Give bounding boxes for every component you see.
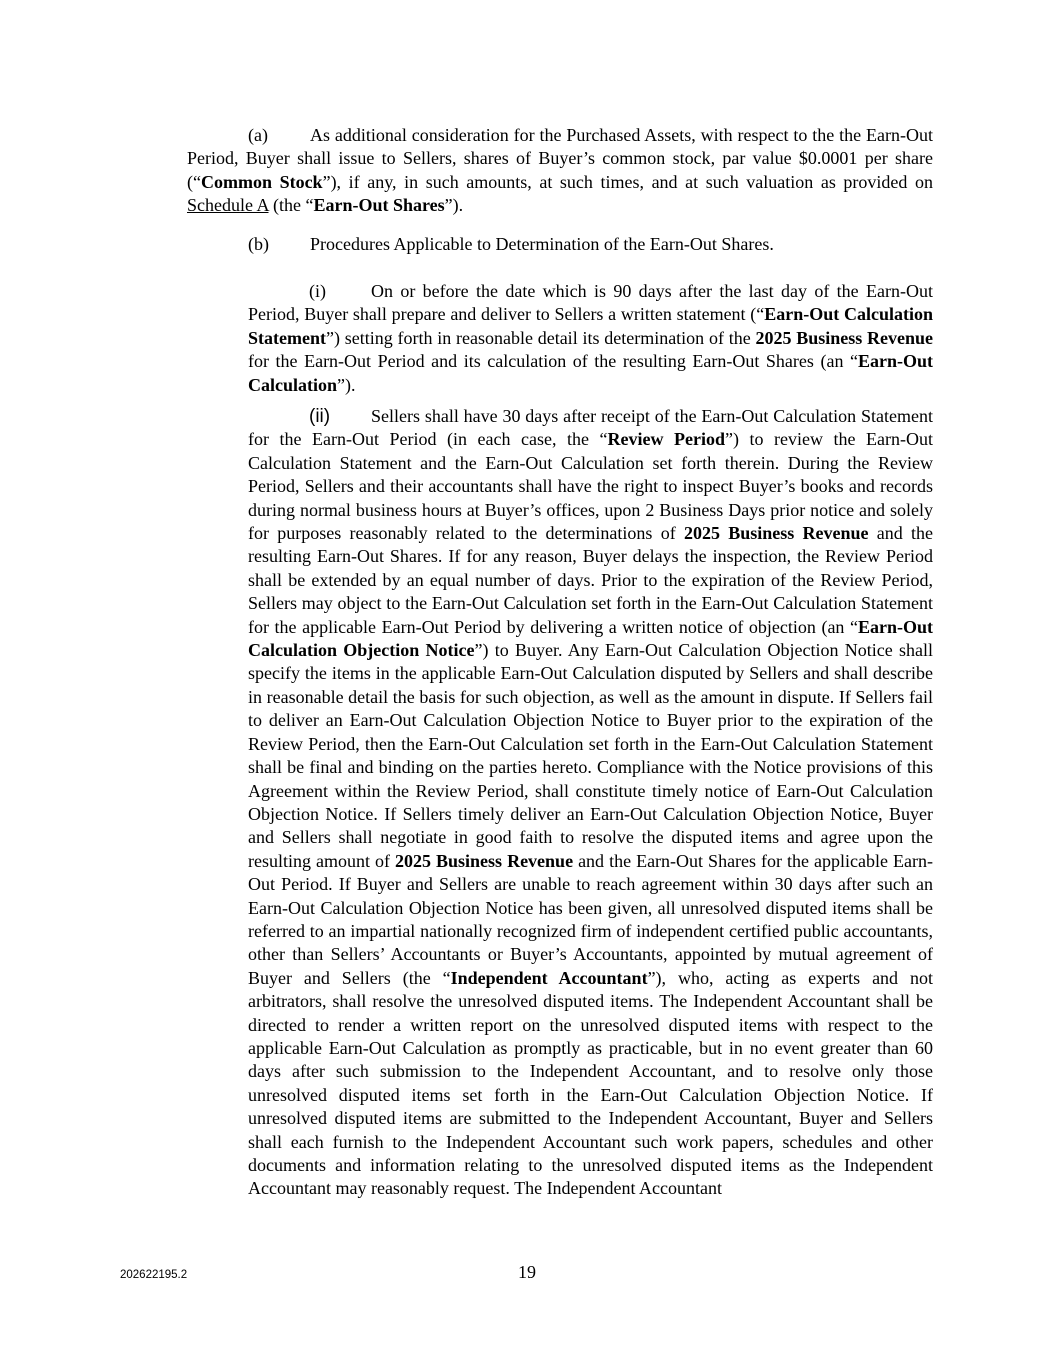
text-run: ”) to Buyer. Any Earn-Out Calculation Objection Notice shall specify the items in the applicable Earn-Out Calculation disputed by Sellers and shall describe in reasonable detail the basis for such objection, as well as the amount in dispute. If Sellers fail to deliver an Earn-Out Calculation Objection Notice to Buyer prior to the expiration of the Review Period, then the Earn-Out Calculation set forth in the Earn-Out Calculation Statement shall be final and binding on the parties hereto. Compliance with the Notice provisions of this Agreement within the Review Period, shall constitute timely notice of Earn-Out Calculation Objection Notice. If Sellers timely deliver an Earn-Out Calculation Objection Notice, Buyer and Sellers shall negotiate in good faith to resolve the disputed items and agree upon the resulting amount of	[248, 640, 933, 871]
defined-term-business-revenue: 2025 Business Revenue	[395, 850, 574, 871]
defined-term-earn-out-shares: Earn-Out Shares	[313, 195, 445, 216]
paragraph-i	[248, 280, 933, 397]
paragraph-number: (ii)	[309, 406, 331, 427]
paragraph-b	[248, 233, 933, 256]
text-run: ”) setting forth in reasonable detail its determination of the	[325, 327, 756, 348]
text-run: ”).	[444, 195, 464, 216]
text-run: ”), if any, in such amounts, at such times, and at such valuation as provided on	[322, 171, 933, 192]
defined-term-review-period: Review Period	[607, 429, 725, 450]
defined-term-earn-out-calculation: Earn-Out Calculation	[248, 351, 933, 395]
paragraph-number: (i)	[309, 281, 326, 301]
page-number: 19	[518, 1262, 536, 1282]
paragraph-number: (a)	[248, 125, 268, 145]
defined-term-business-revenue: 2025 Business Revenue	[755, 327, 933, 348]
defined-term-business-revenue: 2025 Business Revenue	[683, 523, 869, 544]
text-run: As additional consideration for the Purchased Assets, with respect to the the Earn-Out Period, Buyer shall issue to Sellers, shares of Buyer’s common stock, par value $0.0001 per share (“	[187, 125, 933, 192]
text-run: (the “	[268, 195, 314, 216]
paragraph-number: (b)	[248, 234, 269, 254]
text-run: Sellers shall have 30 days after receipt of the Earn-Out Calculation Statement for the Earn-Out Period (in each case, the “	[248, 406, 933, 450]
defined-term-calculation-statement: Earn-Out Calculation Statement	[248, 304, 933, 348]
text-run: On or before the date which is 90 days after the last day of the Earn-Out Period, Buyer shall prepare and deliver to Sellers a written statement (“	[248, 281, 933, 325]
text-run: and the Earn-Out Shares for the applicable Earn-Out Period. If Buyer and Sellers are unable to reach agreement within 30 days after such an Earn-Out Calculation Objection Notice has been given, all unresolved disputed items shall be referred to an impartial nationally recognized firm of independent certified public accountants, other than Sellers’ Accountants or Buyer’s Accountants, appointed by mutual agreement of Buyer and Sellers (the “	[248, 850, 933, 988]
defined-term-independent-accountant: Independent Accountant	[450, 967, 648, 988]
schedule-a-reference: Schedule A	[187, 195, 269, 216]
text-run: and the resulting Earn-Out Shares. If for any reason, Buyer delays the inspection, the Review Period shall be extended by an equal number of days. Prior to the expiration of the Review Period, Sellers may object to the Earn-Out Calculation set forth in the Earn-Out Calculation Statement for the applicable Earn-Out Period by delivering a written notice of objection (an “	[248, 523, 933, 637]
text-run: Procedures Applicable to Determination of the Earn-Out Shares.	[310, 234, 774, 254]
text-run: ”).	[337, 374, 356, 395]
paragraph-ii	[248, 405, 933, 1201]
defined-term-common-stock: Common Stock	[200, 171, 323, 192]
defined-term-objection-notice: Earn-Out Calculation Objection Notice	[248, 616, 933, 661]
text-run: ”) to review the Earn-Out Calculation Statement and the Earn-Out Calculation set forth therein. During the Review Period, Sellers and their accountants shall have the right to inspect Buyer’s books and records during normal business hours at Buyer’s offices, upon 2 Business Days prior notice and solely for purposes reasonably related to the determinations of	[248, 429, 933, 544]
paragraph-a	[187, 124, 933, 218]
text-run: for the Earn-Out Period and its calculation of the resulting Earn-Out Shares (an “	[248, 351, 858, 372]
text-run: ”), who, acting as experts and not arbitrators, shall resolve the unresolved disputed items. The Independent Accountant shall be directed to render a written report on the unresolved disputed items with respect to the applicable Earn-Out Calculation as promptly as practicable, but in no event greater than 60 days after such submission to the Independent Accountant, and to resolve only those unresolved disputed items set forth in the Earn-Out Calculation Objection Notice. If unresolved disputed items are submitted to the Independent Accountant, Buyer and Sellers shall each furnish to the Independent Accountant such work papers, schedules and other documents and information relating to the unresolved disputed items as the Independent Accountant may reasonably request. The Independent Accountant	[248, 967, 933, 1199]
document-id: 202622195.2	[120, 1269, 188, 1281]
